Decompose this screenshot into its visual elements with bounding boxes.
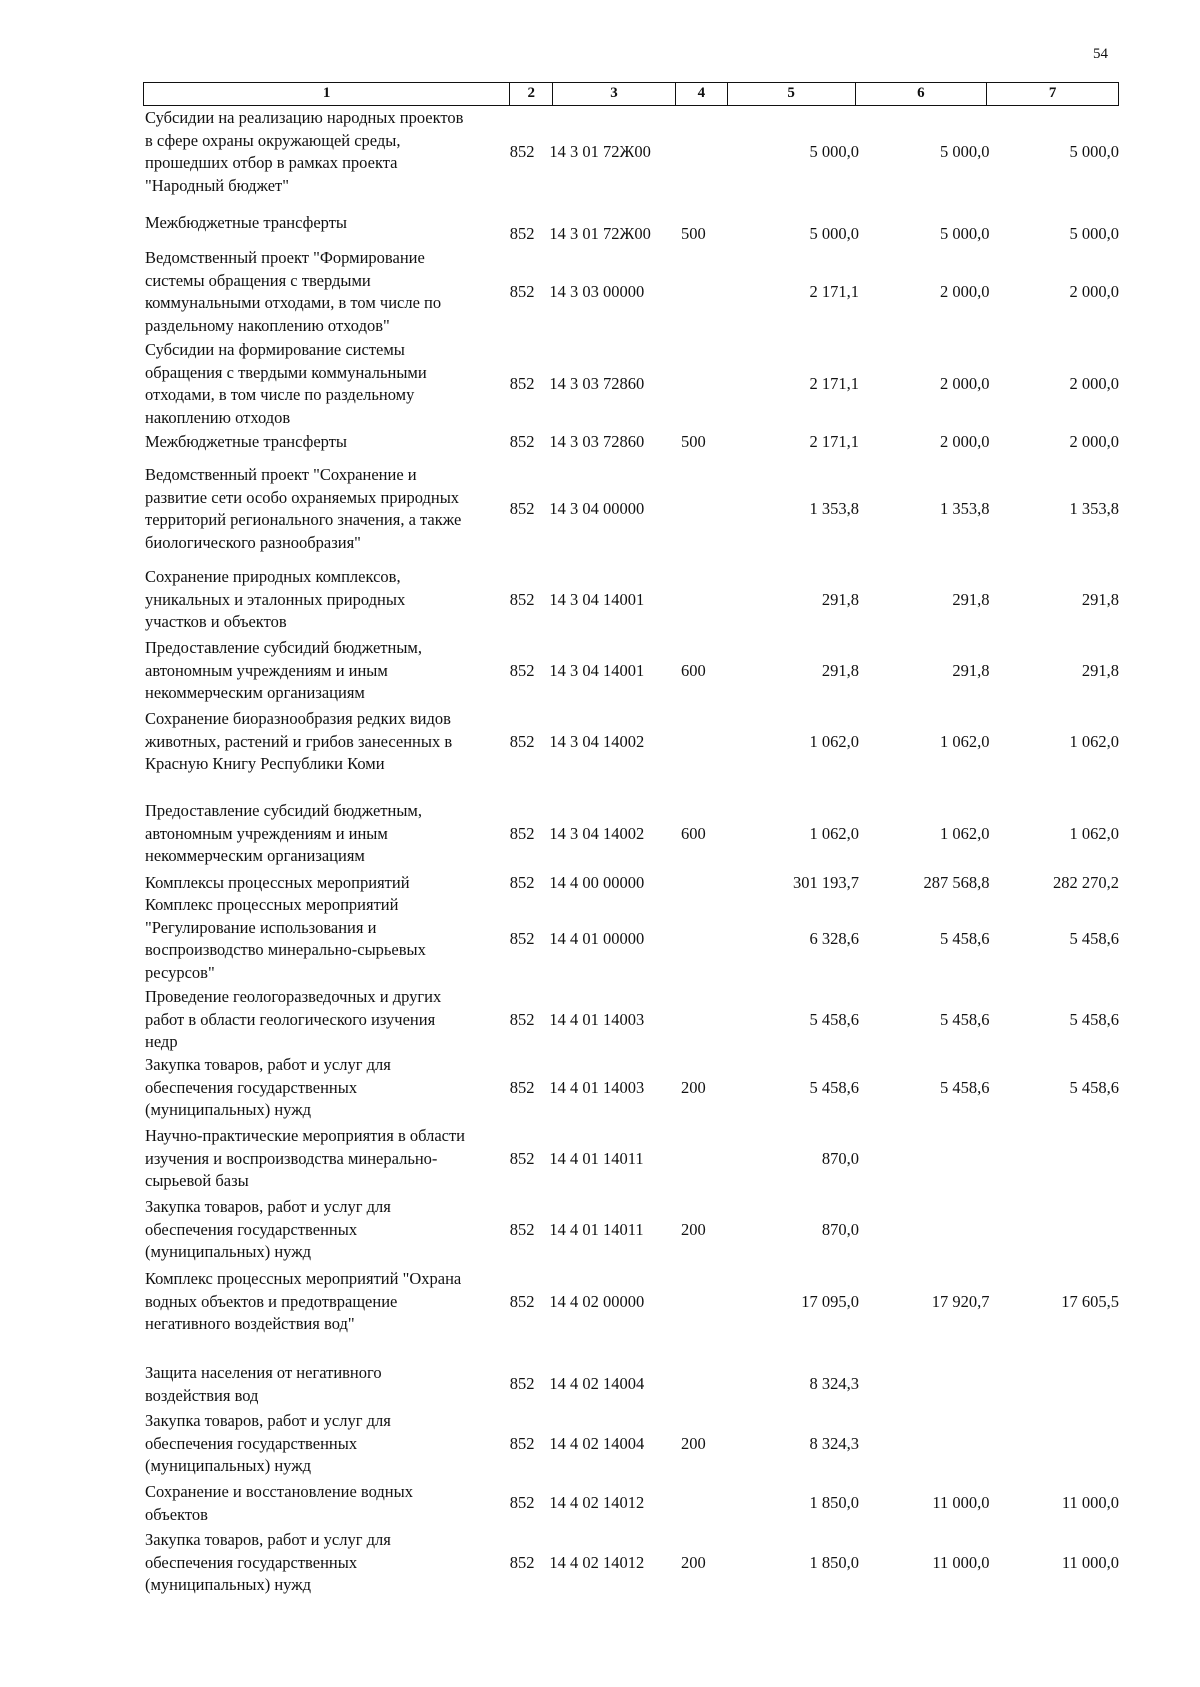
row-name-line: автономным учреждениям и иным xyxy=(145,823,388,843)
row-value-6: 5 458,6 xyxy=(939,1077,990,1097)
row-gr: 852 xyxy=(509,589,535,609)
row-gr: 852 xyxy=(509,660,535,680)
row-name-line: Сохранение биоразнообразия редких видов xyxy=(145,709,451,728)
row-name-line: Межбюджетные трансферты xyxy=(145,432,348,451)
row-gr: 852 xyxy=(509,224,535,244)
table-row xyxy=(143,1481,1119,1526)
row-value-7: 291,8 xyxy=(1081,660,1119,680)
row-name-line: воздействия вод xyxy=(145,1385,259,1405)
row-gr: 852 xyxy=(509,1219,535,1239)
row-name-line: обеспечения государственных xyxy=(145,1077,358,1097)
row-name-line: животных, растений и грибов занесенных в xyxy=(145,731,453,751)
row-code: 14 3 01 72Ж00 xyxy=(549,141,651,161)
row-name-line: (муниципальных) нужд xyxy=(145,1100,312,1120)
row-gr: 852 xyxy=(509,928,535,948)
table-header xyxy=(143,82,1119,106)
row-vr: 200 xyxy=(681,1219,706,1239)
table-row xyxy=(143,464,1119,554)
row-gr: 852 xyxy=(509,373,535,393)
row-gr: 852 xyxy=(509,1374,535,1394)
row-name xyxy=(143,1481,501,1526)
row-value-6: 1 353,8 xyxy=(939,498,990,518)
row-gr: 852 xyxy=(509,1291,535,1311)
row-value-5: 870,0 xyxy=(821,1148,859,1168)
row-value-6: 17 920,7 xyxy=(931,1291,990,1311)
table-row xyxy=(143,1529,1119,1597)
row-name-line: некоммерческим организациям xyxy=(145,846,365,866)
row-value-6: 291,8 xyxy=(952,660,990,680)
table-row xyxy=(143,894,1119,984)
row-name xyxy=(143,894,501,984)
row-gr: 852 xyxy=(509,873,535,892)
row-value-7: 291,8 xyxy=(1081,589,1119,609)
table-row xyxy=(143,1362,1119,1407)
row-name-line: накоплению отходов xyxy=(145,407,291,427)
row-code: 14 4 01 14003 xyxy=(549,1009,645,1029)
row-value-7: 1 062,0 xyxy=(1069,731,1119,751)
row-name xyxy=(143,1529,501,1597)
row-code: 14 3 04 14001 xyxy=(549,589,645,609)
row-name xyxy=(143,464,501,554)
row-code: 14 3 03 72860 xyxy=(549,373,645,393)
row-name xyxy=(143,872,501,895)
row-value-6: 11 000,0 xyxy=(932,1552,990,1572)
row-value-5: 1 353,8 xyxy=(809,498,859,518)
row-name-line: работ в области геологического изучения xyxy=(145,1009,436,1029)
row-name-line: изучения и воспроизводства минерально- xyxy=(145,1148,438,1168)
row-code: 14 4 02 14004 xyxy=(549,1433,645,1453)
row-name-line: прошедших отбор в рамках проекта xyxy=(145,153,398,173)
row-value-7: 5 458,6 xyxy=(1069,1077,1119,1097)
row-code: 14 4 01 14011 xyxy=(549,1148,644,1168)
row-name-line: Проведение геологоразведочных и других xyxy=(145,987,442,1006)
row-name xyxy=(143,708,501,776)
row-name xyxy=(143,107,501,197)
row-code: 14 4 02 14012 xyxy=(549,1493,645,1513)
row-value-6: 2 000,0 xyxy=(939,281,990,301)
row-name xyxy=(143,1362,501,1407)
row-name-line: сырьевой базы xyxy=(145,1171,249,1191)
row-value-5: 2 171,1 xyxy=(809,281,859,301)
table-row xyxy=(143,800,1119,868)
table-row xyxy=(143,247,1119,337)
row-value-6: 1 062,0 xyxy=(939,731,990,751)
page-number: 54 xyxy=(1093,46,1108,62)
row-value-7: 5 458,6 xyxy=(1069,928,1119,948)
row-name-line: Защита населения от негативного xyxy=(145,1363,382,1382)
row-value-7: 5 458,6 xyxy=(1069,1009,1119,1029)
row-name xyxy=(143,1054,501,1122)
row-code: 14 4 01 00000 xyxy=(549,928,645,948)
row-vr: 600 xyxy=(681,660,706,680)
row-name-line: Ведомственный проект "Сохранение и xyxy=(145,465,417,484)
row-gr: 852 xyxy=(509,1009,535,1029)
row-vr: 500 xyxy=(681,224,706,244)
row-name xyxy=(143,1410,501,1478)
row-code: 14 4 02 00000 xyxy=(549,1291,645,1311)
row-name-line: автономным учреждениям и иным xyxy=(145,660,388,680)
row-value-5: 291,8 xyxy=(821,660,859,680)
row-value-7: 11 000,0 xyxy=(1061,1493,1119,1513)
row-value-7: 282 270,2 xyxy=(1053,873,1119,892)
row-gr: 852 xyxy=(509,281,535,301)
row-name-line: уникальных и эталонных природных xyxy=(145,589,406,609)
table-row xyxy=(143,1196,1119,1264)
row-value-7: 5 000,0 xyxy=(1069,224,1119,244)
row-name-line: коммунальными отходами, в том числе по xyxy=(145,293,442,313)
row-name-line: Субсидии на формирование системы xyxy=(145,340,405,359)
row-code: 14 3 04 14001 xyxy=(549,660,645,680)
row-gr: 852 xyxy=(509,1493,535,1513)
row-name-line: территорий регионального значения, а также xyxy=(145,510,462,530)
row-value-6: 2 000,0 xyxy=(939,432,990,451)
row-code: 14 3 03 00000 xyxy=(549,281,645,301)
table-row xyxy=(143,1054,1119,1122)
header-col-1: 1 xyxy=(144,83,510,105)
row-name-line: раздельному накоплению отходов" xyxy=(145,315,390,335)
row-value-5: 6 328,6 xyxy=(809,928,859,948)
row-name-line: ресурсов" xyxy=(145,962,215,982)
row-name xyxy=(143,566,501,634)
row-gr: 852 xyxy=(509,823,535,843)
row-name xyxy=(143,986,501,1054)
row-name-line: объектов xyxy=(145,1504,208,1524)
row-code: 14 4 02 14012 xyxy=(549,1552,645,1572)
row-name-line: Предоставление субсидий бюджетным, xyxy=(145,801,422,820)
row-name-line: системы обращения с твердыми xyxy=(145,270,371,290)
row-name-line: Комплекс процессных мероприятий xyxy=(145,895,399,914)
row-gr: 852 xyxy=(509,432,535,451)
row-value-5: 1 850,0 xyxy=(809,1552,859,1572)
row-code: 14 4 02 14004 xyxy=(549,1374,645,1394)
header-col-2: 2 xyxy=(510,83,553,105)
row-value-6: 5 000,0 xyxy=(939,224,990,244)
row-code: 14 3 04 14002 xyxy=(549,823,645,843)
row-name xyxy=(143,800,501,868)
row-name-line: обеспечения государственных xyxy=(145,1433,358,1453)
header-col-3: 3 xyxy=(553,83,676,105)
row-code: 14 3 04 00000 xyxy=(549,498,645,518)
row-name-line: Комплекс процессных мероприятий "Охрана xyxy=(145,1269,462,1288)
row-code: 14 4 01 14003 xyxy=(549,1077,645,1097)
row-name-line: Закупка товаров, работ и услуг для xyxy=(145,1530,391,1549)
row-value-5: 1 062,0 xyxy=(809,823,859,843)
row-gr: 852 xyxy=(509,1148,535,1168)
row-name xyxy=(143,1125,501,1193)
row-code: 14 3 01 72Ж00 xyxy=(549,224,651,244)
row-name-line: в сфере охраны окружающей среды, xyxy=(145,130,401,150)
row-value-5: 8 324,3 xyxy=(809,1374,859,1394)
row-value-6: 287 568,8 xyxy=(923,873,990,892)
row-value-7: 2 000,0 xyxy=(1069,432,1119,451)
row-vr: 200 xyxy=(681,1077,706,1097)
row-value-6: 11 000,0 xyxy=(932,1493,990,1513)
row-name xyxy=(143,1196,501,1264)
row-name xyxy=(143,1268,501,1336)
row-name-line: обращения с твердыми коммунальными xyxy=(145,362,427,382)
row-value-6: 1 062,0 xyxy=(939,823,990,843)
row-value-6: 5 458,6 xyxy=(939,1009,990,1029)
row-name-line: Субсидии на реализацию народных проектов xyxy=(145,108,464,127)
row-value-7: 1 062,0 xyxy=(1069,823,1119,843)
table-row xyxy=(143,1268,1119,1336)
row-value-5: 2 171,1 xyxy=(809,432,859,451)
header-col-6: 6 xyxy=(856,83,988,105)
row-code: 14 4 00 00000 xyxy=(549,873,645,892)
table-row xyxy=(143,637,1119,705)
row-name-line: Сохранение природных комплексов, xyxy=(145,567,401,586)
row-name-line: обеспечения государственных xyxy=(145,1552,358,1572)
row-value-7: 17 605,5 xyxy=(1061,1291,1119,1311)
row-name xyxy=(143,339,501,429)
row-name-line: (муниципальных) нужд xyxy=(145,1456,312,1476)
row-value-7: 2 000,0 xyxy=(1069,281,1119,301)
row-name-line: "Регулирование использования и xyxy=(145,917,377,937)
table-row xyxy=(143,872,1119,895)
row-value-7: 2 000,0 xyxy=(1069,373,1119,393)
row-value-6: 2 000,0 xyxy=(939,373,990,393)
row-code: 14 3 03 72860 xyxy=(549,432,645,451)
row-name-line: обеспечения государственных xyxy=(145,1219,358,1239)
row-name-line: развитие сети особо охраняемых природных xyxy=(145,487,460,507)
row-name-line: Комплексы процессных мероприятий xyxy=(145,873,410,892)
row-name-line: (муниципальных) нужд xyxy=(145,1575,312,1595)
row-vr: 200 xyxy=(681,1433,706,1453)
row-value-5: 291,8 xyxy=(821,589,859,609)
row-value-6: 5 458,6 xyxy=(939,928,990,948)
table-row xyxy=(143,107,1119,197)
table-row xyxy=(143,339,1119,429)
table-row xyxy=(143,1410,1119,1478)
row-value-5: 5 458,6 xyxy=(809,1077,859,1097)
row-name xyxy=(143,431,501,454)
row-name-line: Закупка товаров, работ и услуг для xyxy=(145,1055,391,1074)
row-name-line: Предоставление субсидий бюджетным, xyxy=(145,638,422,657)
row-value-5: 5 000,0 xyxy=(809,141,859,161)
row-name-line: участков и объектов xyxy=(145,612,287,632)
row-vr: 200 xyxy=(681,1552,706,1572)
row-name-line: воспроизводство минерально-сырьевых xyxy=(145,940,426,960)
header-col-5: 5 xyxy=(728,83,856,105)
table-row xyxy=(143,431,1119,454)
row-value-5: 5 000,0 xyxy=(809,224,859,244)
row-vr: 500 xyxy=(681,432,706,451)
header-col-7: 7 xyxy=(1048,85,1057,101)
row-value-5: 870,0 xyxy=(821,1219,859,1239)
row-name-line: Научно-практические мероприятия в области xyxy=(145,1126,466,1145)
row-value-6: 291,8 xyxy=(952,589,990,609)
row-gr: 852 xyxy=(509,1552,535,1572)
table-row xyxy=(143,566,1119,634)
row-value-5: 1 062,0 xyxy=(809,731,859,751)
table-row xyxy=(143,986,1119,1054)
row-name xyxy=(143,247,501,337)
row-gr: 852 xyxy=(509,1077,535,1097)
row-value-6: 5 000,0 xyxy=(939,141,990,161)
row-value-5: 301 193,7 xyxy=(792,873,859,892)
row-vr: 600 xyxy=(681,823,706,843)
table-row xyxy=(143,708,1119,776)
row-name-line: биологического разнообразия" xyxy=(145,532,361,552)
row-value-5: 17 095,0 xyxy=(801,1291,859,1311)
table-row xyxy=(143,1125,1119,1193)
row-name-line: Сохранение и восстановление водных xyxy=(145,1482,413,1501)
row-code: 14 4 01 14011 xyxy=(549,1219,644,1239)
row-name-line: Красную Книгу Республики Коми xyxy=(145,754,385,774)
row-code: 14 3 04 14002 xyxy=(549,731,645,751)
row-name-line: некоммерческим организациям xyxy=(145,683,365,703)
header-col-4: 4 xyxy=(676,83,728,105)
row-name-line: (муниципальных) нужд xyxy=(145,1242,312,1262)
row-value-5: 8 324,3 xyxy=(809,1433,859,1453)
row-name-line: отходами, в том числе по раздельному xyxy=(145,385,415,405)
row-value-5: 2 171,1 xyxy=(809,373,859,393)
row-name-line: недр xyxy=(145,1032,178,1052)
row-value-7: 5 000,0 xyxy=(1069,141,1119,161)
row-gr: 852 xyxy=(509,498,535,518)
row-value-5: 5 458,6 xyxy=(809,1009,859,1029)
row-name-line: Закупка товаров, работ и услуг для xyxy=(145,1411,391,1430)
row-value-7: 1 353,8 xyxy=(1069,498,1119,518)
row-name-line: водных объектов и предотвращение xyxy=(145,1291,398,1311)
row-name-line: негативного воздействия вод" xyxy=(145,1314,355,1334)
row-gr: 852 xyxy=(509,1433,535,1453)
row-gr: 852 xyxy=(509,731,535,751)
row-name-line: Ведомственный проект "Формирование xyxy=(145,248,425,267)
row-name-line: "Народный бюджет" xyxy=(145,175,289,195)
row-name xyxy=(143,637,501,705)
row-value-5: 1 850,0 xyxy=(809,1493,859,1513)
row-value-7: 11 000,0 xyxy=(1061,1552,1119,1572)
row-name-line: Межбюджетные трансферты xyxy=(145,213,348,232)
row-gr: 852 xyxy=(509,141,535,161)
row-name-line: Закупка товаров, работ и услуг для xyxy=(145,1197,391,1216)
